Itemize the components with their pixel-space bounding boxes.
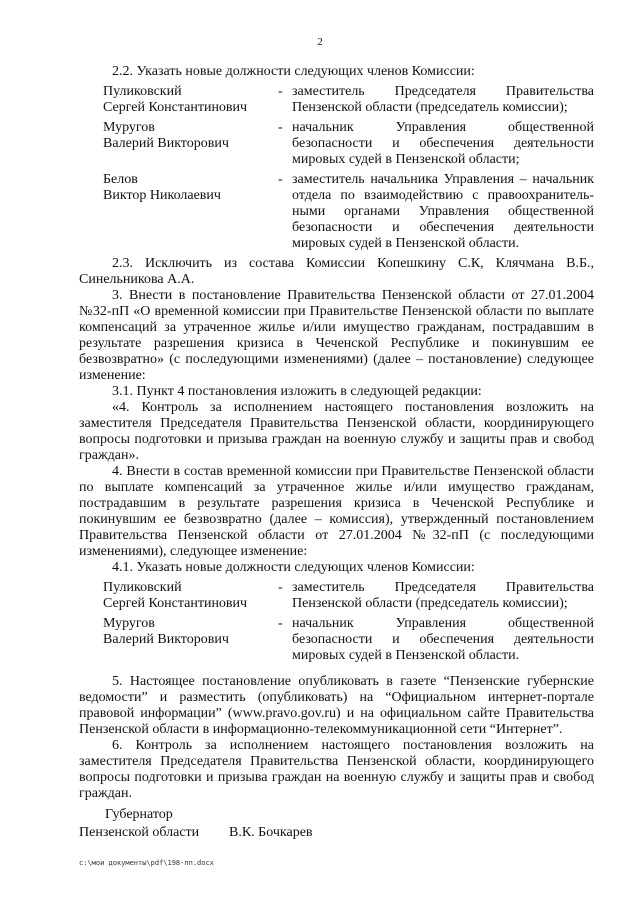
member-entry: Белов Виктор Николаевич - заместитель начальника Управления – начальник отдела по взаимодействию с правоохранитель-ными органами Управления общественной безопасности и обеспечения деятельности мировых судей в Пензенской области. [103,172,594,251]
item-6: 6. Контроль за исполнением настоящего постановления возложить на заместителя Председателя Правительства Пензенской области, координирующего вопросы подготовки и призыва граждан на военную службу и защиты прав и свобод граждан. [79,738,594,801]
item-5: 5. Настоящее постановление опубликовать в газете “Пензенские губернские ведомости” и разместить (опубликовать) на “Официальном интернет-портале правовой информации” (www.pravo.gov.ru) и на официальном сайте Правительства Пензенской области в информационно-телекоммуникационной сети “Интернет”. [79,674,594,737]
member-entry: Муругов Валерий Викторович - начальник Управления общественной безопасности и обеспечения деятельности мировых судей в Пензенской области; [103,120,594,167]
member-entry: Пуликовский Сергей Константинович - заместитель Председателя Правительства Пензенской области (председатель комиссии); [103,580,594,611]
item-3-1-quote: «4. Контроль за исполнением настоящего постановления возложить на заместителя Председателя Правительства Пензенской области, координирующего вопросы подготовки и призыва граждан на военную службу и защиты прав и свобод граждан». [79,400,594,463]
item-4: 4. Внести в состав временной комиссии при Правительстве Пензенской области по выплате компенсаций за утраченное жилье и/или имущество гражданам, пострадавшим в результате разрешения кризиса в Чеченской Республике и покинувшим ее безвозвратно (далее – комиссия), утвержденный постановлением Правительства Пензенской области от 27.01.2004 №32-пП (с последующими изменениями), следующее изменение: [79,464,594,559]
member-name: Муругов Валерий Викторович [103,120,229,151]
member-name: Белов Виктор Николаевич [103,172,221,203]
item-4-1: 4.1. Указать новые должности следующих членов Комиссии: [112,560,475,575]
item-2-3: 2.3. Исключить из состава Комиссии Копешкину С.К, Клячмана В.Б., Синельникова А.А. [79,256,594,287]
member-role: начальник Управления общественной безопасности и обеспечения деятельности мировых судей в Пензенской области. [292,616,594,663]
signature-name: В.К. Бочкарев [229,825,313,840]
file-path-footer: c:\мои документы\pdf\198-пп.docx [79,859,214,867]
member-role: заместитель Председателя Правительства Пензенской области (председатель комиссии); [292,84,594,115]
signature-block [79,806,313,842]
item-3: 3. Внести в постановление Правительства Пензенской области от 27.01.2004 №32-пП «О временной комиссии при Правительстве Пензенской области по выплате компенсаций за утраченное жилье и/или имущество гражданам, пострадавшим в результате разрешения кризиса в Чеченской Республике и покинувшим ее безвозвратно» (с последующими изменениями) (далее – постановление) следующее изменение: [79,288,594,383]
member-name: Пуликовский Сергей Константинович [103,84,248,115]
member-role: заместитель Председателя Правительства Пензенской области (председатель комиссии); [292,580,594,611]
item-3-1: 3.1. Пункт 4 постановления изложить в следующей редакции: [112,384,482,399]
member-role: заместитель начальника Управления – начальник отдела по взаимодействию с правоохранитель-ными органами Управления общественной безопасности и обеспечения деятельности мировых судей в Пензенской области. [292,172,594,251]
signature-region: Пензенской области [79,825,200,840]
member-name: Пуликовский Сергей Константинович [103,580,248,611]
item-2-2: 2.2. Указать новые должности следующих членов Комиссии: [112,64,475,79]
member-role: начальник Управления общественной безопасности и обеспечения деятельности мировых судей в Пензенской области; [292,120,594,167]
page-number: 2 [317,36,323,48]
document-body [79,64,594,802]
member-entry: Муругов Валерий Викторович - начальник Управления общественной безопасности и обеспечения деятельности мировых судей в Пензенской области. [103,616,594,663]
signature-title: Губернатор [105,807,173,822]
member-name: Муругов Валерий Викторович [103,616,229,647]
member-entry: Пуликовский Сергей Константинович - заместитель Председателя Правительства Пензенской области (председатель комиссии); [103,84,594,115]
